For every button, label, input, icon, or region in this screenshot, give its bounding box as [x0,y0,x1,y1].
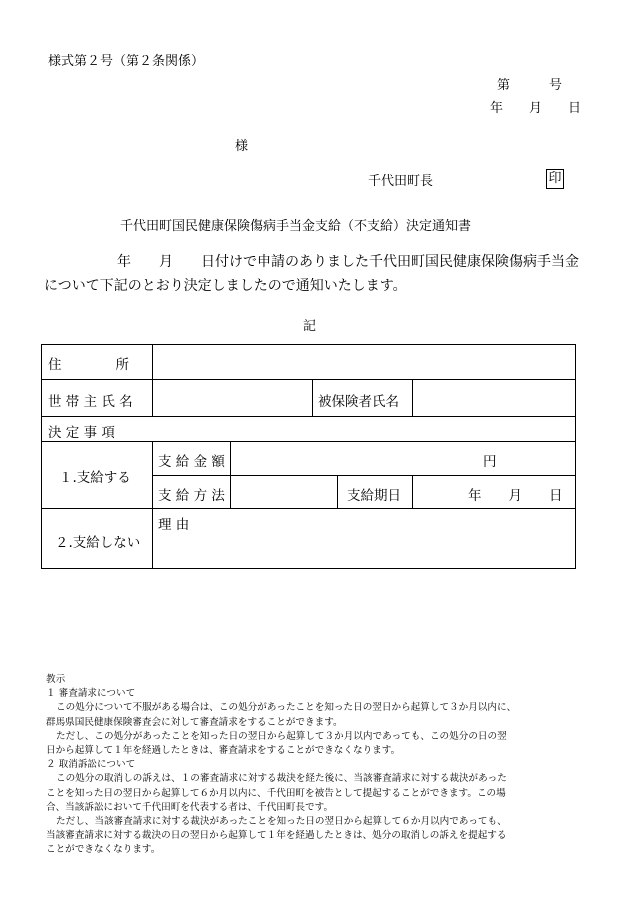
notes-section-2-title: ２ 取消訴訟について [46,759,136,771]
pay-option: １.支給する [59,470,131,486]
col-divider [312,379,313,416]
row-divider [42,441,575,442]
pay-date-label: 支給期日 [347,488,401,504]
col-divider [230,441,231,508]
sender-name: 千代田町長 [368,174,434,189]
notes-text: 日から起算して１年を経過したときは、審査請求をすることができなくなります。 [46,745,401,757]
notes-text: ことを知った日の翌日から起算して６か月以内に、千代田町を被告として提起することができます。この場 [46,787,506,799]
body-line-1: 年 月 日付けで申請のありました千代田町国民健康保険傷病手当金 [117,254,579,270]
notes-text: この処分の取消しの訴えは、１の審査請求に対する裁決を経た後に、当該審査請求に対する裁決があった [56,773,507,785]
address-label: 住 所 [48,357,129,373]
col-divider [412,475,413,508]
yen-unit: 円 [483,454,497,470]
body-line-2: について下記のとおり決定しましたので通知いたします。 [44,278,407,294]
col-divider [152,441,153,568]
notes-text: ただし、この処分があったことを知った日の翌日から起算して３か月以内であっても、この処分の日の翌 [56,730,507,742]
notes-text: 当該審査請求に対する裁決の日の翌日から起算して１年を経過したときは、処分の取消しの訴えを提起する [46,830,507,842]
notes-text: ただし、当該審査請求に対する裁決があったことを知った日の翌日から起算して６か月以内であっても、 [56,816,507,828]
householder-label: 世 帯 主 氏 名 [48,394,133,410]
ki-heading: 記 [303,319,317,334]
instruction-notes [46,673,586,858]
row-divider [152,475,575,476]
notes-text: この処分について不服がある場合は、この処分があったことを知った日の翌日から起算して３か月以内に、 [56,702,517,714]
document-title: 千代田町国民健康保険傷病手当金支給（不支給）決定通知書 [120,219,472,234]
pay-date-value: 年 月 日 [468,488,563,504]
notes-text: 群馬県国民健康保険審査会に対して審査請求をすることができます。 [46,716,343,728]
notes-text: ことができなくなります。 [46,844,161,856]
col-divider [412,379,413,416]
decision-label: 決 定 事 項 [48,425,115,441]
col-divider [152,345,153,379]
notes-heading: 教示 [46,674,66,685]
no-pay-option: ２.支給しない [55,535,141,551]
row-divider [42,416,575,417]
document-number-label: 第 号 [497,78,563,93]
col-divider [152,379,153,416]
row-divider [42,379,575,380]
insured-label: 被保険者氏名 [318,394,399,410]
issue-date-label: 年 月 日 [490,101,582,116]
method-label: 支 給 方 法 [158,488,225,504]
recipient-honorific: 様 [235,139,249,154]
reason-label: 理 由 [158,517,190,533]
amount-label: 支 給 金 額 [158,454,225,470]
col-divider [337,475,338,508]
notes-text: 合、当該訴訟において千代田町を代表する者は、千代田町長です。 [46,801,334,813]
row-divider [42,508,575,509]
notes-section-1-title: １ 審査請求について [46,688,136,700]
seal-mark: 印 [546,169,564,189]
decision-table [41,344,576,569]
form-number: 様式第２号（第２条関係） [48,54,205,69]
